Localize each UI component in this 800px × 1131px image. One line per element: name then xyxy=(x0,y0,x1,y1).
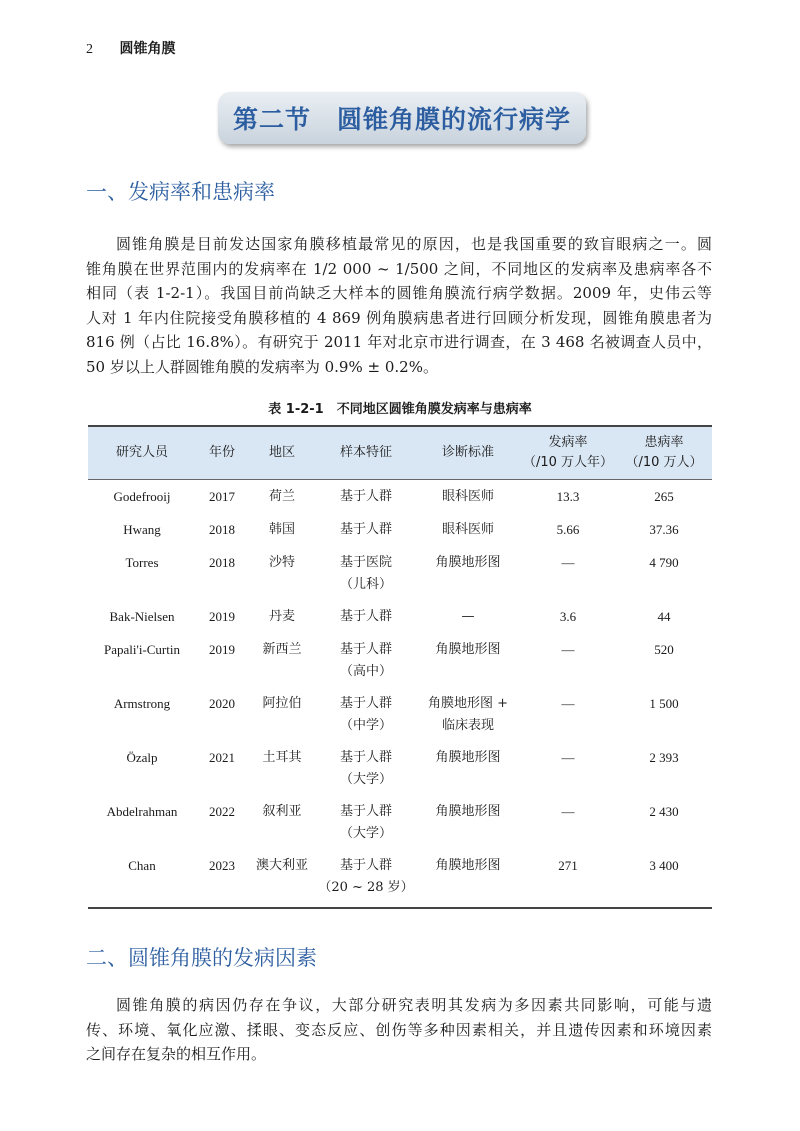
cell-researcher: Hwang xyxy=(123,522,161,537)
cell-sample xyxy=(316,633,416,687)
heading-risk-factors: 二、圆锥角膜的发病因素 xyxy=(86,946,317,970)
cell-researcher: Papali'i-Curtin xyxy=(103,642,180,657)
section-banner xyxy=(218,92,586,144)
cell-region: 叙利亚 xyxy=(262,804,302,819)
cell-researcher: Chan xyxy=(128,858,156,873)
header-sample: 样本特征 xyxy=(339,445,392,460)
table-row xyxy=(88,480,712,514)
paragraph-line: 人对 1 年内住院接受角膜移植的 4 869 例角膜病患者进行回顾分析发现，圆锥角膜患者为 xyxy=(86,308,712,327)
cell-sample-note: （高中） xyxy=(339,664,392,679)
cell-sample-note: （20 ~ 28 岁） xyxy=(318,880,414,895)
cell-year: 2021 xyxy=(209,750,235,765)
paragraph-line: 圆锥角膜是目前发达国家角膜移植最常见的原因，也是我国重要的致盲眼病之一。圆 xyxy=(116,235,712,253)
header-prevalence xyxy=(616,426,712,480)
cell-region: 丹麦 xyxy=(268,609,295,624)
cell-prevalence: 520 xyxy=(654,642,674,657)
incidence-table xyxy=(88,425,712,909)
cell-year: 2019 xyxy=(209,642,235,657)
cell-sample: 基于人群 xyxy=(339,609,392,624)
cell-sample-line: 基于人群 xyxy=(339,750,392,765)
cell-region: 荷兰 xyxy=(268,489,295,504)
cell-incidence: 13.3 xyxy=(556,489,580,504)
section-title: 第二节 圆锥角膜的流行病学 xyxy=(232,105,571,134)
cell-year: 2018 xyxy=(209,555,235,570)
cell-prevalence: 37.36 xyxy=(649,522,679,537)
running-head xyxy=(86,38,175,58)
table-row xyxy=(88,513,712,546)
cell-criteria xyxy=(416,687,520,741)
cell-incidence: 3.6 xyxy=(559,609,577,624)
cell-criteria-line2: 临床表现 xyxy=(441,718,494,733)
cell-prevalence: 2 393 xyxy=(649,750,679,765)
cell-sample xyxy=(316,741,416,795)
cell-criteria: 眼科医师 xyxy=(441,522,494,537)
cell-sample xyxy=(316,687,416,741)
table-row xyxy=(88,849,712,908)
cell-year: 2019 xyxy=(209,609,235,624)
cell-criteria: 角膜地形图 xyxy=(435,804,501,819)
cell-sample: 基于人群 xyxy=(339,522,392,537)
cell-sample-line: 基于人群 xyxy=(339,642,392,657)
cell-sample xyxy=(316,795,416,849)
cell-incidence: 271 xyxy=(558,858,578,873)
cell-criteria: 角膜地形图 xyxy=(435,750,501,765)
header-incidence-unit: （/10 万人年） xyxy=(522,455,614,470)
cell-sample-note: （大学） xyxy=(339,826,392,841)
cell-incidence: — xyxy=(561,750,575,765)
paragraph-line: 之间存在复杂的相互作用。 xyxy=(86,1045,267,1063)
table-row xyxy=(88,795,712,849)
header-year: 年份 xyxy=(208,445,235,460)
cell-sample-line: 基于医院 xyxy=(339,555,392,570)
cell-prevalence: 1 500 xyxy=(649,696,679,711)
cell-region: 澳大利亚 xyxy=(255,858,308,873)
paragraph-line: 50 岁以上人群圆锥角膜的发病率为 0.9% ± 0.2%。 xyxy=(86,357,438,376)
cell-region: 沙特 xyxy=(268,555,295,570)
heading-incidence-prevalence: 一、发病率和患病率 xyxy=(86,180,275,204)
cell-sample-line: 基于人群 xyxy=(339,804,392,819)
cell-prevalence: 3 400 xyxy=(649,858,679,873)
table-caption: 表 1-2-1 不同地区圆锥角膜发病率与患病率 xyxy=(268,402,532,417)
cell-sample: 基于人群 xyxy=(339,489,392,504)
cell-year: 2018 xyxy=(209,522,235,537)
cell-incidence: — xyxy=(561,642,575,657)
header-researcher: 研究人员 xyxy=(115,445,168,460)
cell-sample xyxy=(316,546,416,600)
cell-researcher: Özalp xyxy=(126,750,158,765)
cell-prevalence: 44 xyxy=(657,609,671,624)
cell-sample-note: （大学） xyxy=(339,772,392,787)
header-criteria: 诊断标准 xyxy=(441,445,494,460)
cell-incidence: — xyxy=(561,696,575,711)
table-row xyxy=(88,600,712,633)
cell-researcher: Bak-Nielsen xyxy=(109,609,175,624)
header-prevalence-label: 患病率 xyxy=(644,435,684,450)
table-header-row xyxy=(88,426,712,480)
cell-region: 土耳其 xyxy=(262,750,302,765)
paragraph-line: 相同（表 1-2-1）。我国目前尚缺乏大样本的圆锥角膜流行病学数据。2009 年，史伟云等 xyxy=(86,284,712,302)
cell-prevalence: 4 790 xyxy=(649,555,679,570)
table-row xyxy=(88,687,712,741)
cell-criteria: — xyxy=(461,609,475,624)
cell-researcher: Armstrong xyxy=(113,696,171,711)
cell-region: 阿拉伯 xyxy=(262,696,302,711)
cell-sample-line: 基于人群 xyxy=(339,696,392,711)
cell-year: 2023 xyxy=(209,858,235,873)
table-row xyxy=(88,546,712,600)
cell-criteria: 角膜地形图 xyxy=(435,858,501,873)
cell-prevalence: 2 430 xyxy=(649,804,679,819)
paragraph-risk-factors xyxy=(86,993,712,1067)
cell-researcher: Abdelrahman xyxy=(106,804,178,819)
paragraph-line: 锥角膜在世界范围内的发病率在 1/2 000 ~ 1/500 之间，不同地区的发病率及患病率各不 xyxy=(86,259,712,278)
cell-sample-line: 基于人群 xyxy=(339,858,392,873)
cell-sample-note: （中学） xyxy=(339,718,392,733)
cell-incidence: — xyxy=(561,555,575,570)
cell-criteria: 角膜地形图 xyxy=(435,555,501,570)
cell-criteria: 角膜地形图 xyxy=(435,642,501,657)
cell-researcher: Torres xyxy=(125,555,159,570)
cell-sample-note: （儿科） xyxy=(339,577,392,592)
cell-year: 2020 xyxy=(209,696,235,711)
cell-prevalence: 265 xyxy=(654,489,674,504)
cell-sample xyxy=(316,849,416,908)
header-incidence xyxy=(520,426,616,480)
header-incidence-label: 发病率 xyxy=(548,435,588,450)
cell-incidence: — xyxy=(561,804,575,819)
paragraph-incidence xyxy=(86,232,712,379)
paragraph-line: 圆锥角膜的病因仍存在争议，大部分研究表明其发病为多因素共同影响，可能与遗 xyxy=(116,996,712,1014)
page-number: 2 xyxy=(86,42,93,57)
cell-region: 韩国 xyxy=(268,522,295,537)
cell-incidence: 5.66 xyxy=(556,522,580,537)
paragraph-line: 传、环境、氧化应激、揉眼、变态反应、创伤等多种因素相关，并且遗传因素和环境因素 xyxy=(86,1020,712,1039)
cell-criteria: 眼科医师 xyxy=(441,489,494,504)
table-row xyxy=(88,633,712,687)
cell-criteria-line: 角膜地形图 + xyxy=(427,696,509,711)
running-head-title: 圆锥角膜 xyxy=(119,41,176,57)
cell-region: 新西兰 xyxy=(262,642,302,657)
cell-year: 2017 xyxy=(209,489,235,504)
cell-researcher: Godefrooij xyxy=(113,489,171,504)
header-prevalence-unit: （/10 万人） xyxy=(625,455,703,470)
paragraph-line: 816 例（占比 16.8%）。有研究于 2011 年对北京市进行调查，在 3 468 名被调查人员中， xyxy=(86,333,712,351)
table-row xyxy=(88,741,712,795)
header-region: 地区 xyxy=(268,445,295,460)
cell-year: 2022 xyxy=(209,804,235,819)
